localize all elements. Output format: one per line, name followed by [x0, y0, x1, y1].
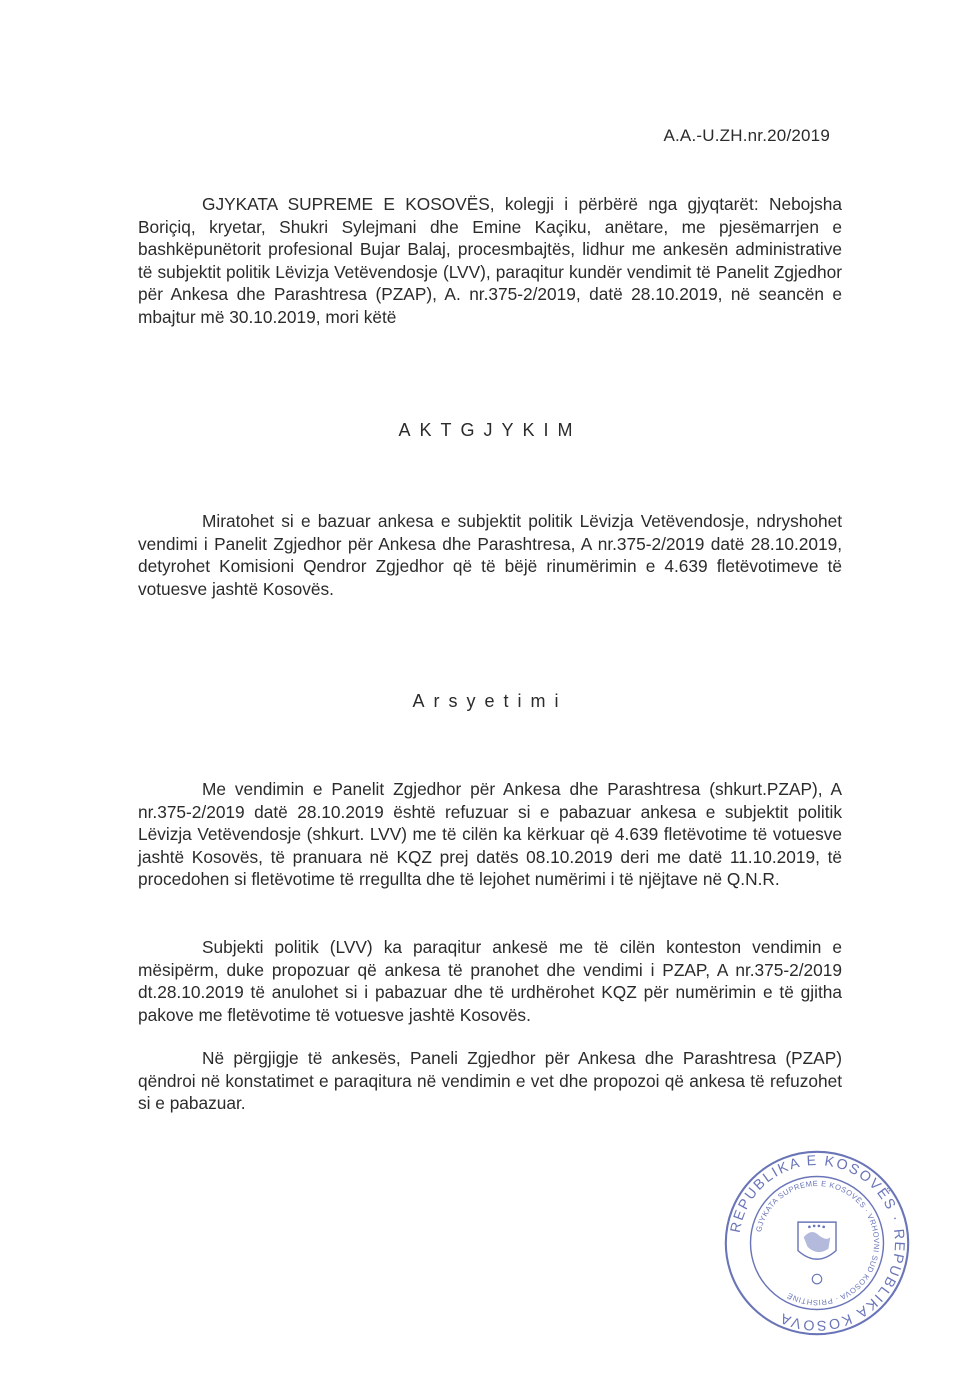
- stamp-inner-text: GJYKATA SUPREME E KOSOVËS · VRHOVNI SUD KOSOVA · PRISHTINË: [754, 1178, 882, 1308]
- case-reference: A.A.-U.ZH.nr.20/2019: [663, 126, 830, 145]
- judgment-heading: AKTGJYKIM: [398, 420, 582, 440]
- stamp-number-mark: [812, 1274, 822, 1284]
- reasoning-paragraph-1: [138, 778, 842, 891]
- reasoning-heading: Arsyetimi: [412, 691, 568, 711]
- reasoning-text-3: Në përgjigje të ankesës, Paneli Zgjedhor për Ankesa dhe Parashtresa (PZAP) qëndroi në konstatimet e paraqitura në vendimin e vet dhe propozoi që ankesa të refuzohet si e pabazuar.: [138, 1048, 842, 1113]
- intro-text: GJYKATA SUPREME E KOSOVËS, kolegji i përbërë nga gjyqtarët: Nebojsha Boriçiq, kryetar, Shukri Sylejmani dhe Emine Kaçiku, anëtare, me pjesëmarrjen e bashkëpunëtorit profesional Bujar Balaj, procesmbajtës, lidhur me ankesën administrative të subjektit politik Lëvizja Vetëvendosje (LVV), paraqitur kundër vendimit të Panelit Zgjedhor për Ankesa dhe Parashtresa (PZAP), A. nr.375-2/2019, datë 28.10.2019, në seancën e mbajtur më 30.10.2019, mori këtë: [138, 194, 842, 327]
- reasoning-paragraph-3: [138, 1047, 842, 1115]
- reasoning-text-2: Subjekti politik (LVV) ka paraqitur ankesë me të cilën konteston vendimin e mësipërm, duke propozuar që ankesa të pranohet dhe vendimi i PZAP, A nr.375-2/2019 dt.28.10.2019 të anulohet si i pabazuar dhe të urdhërohet KQZ për numërimin e të gjitha pakove me fletëvotime të votuesve jashtë Kosovës.: [138, 937, 842, 1025]
- intro-paragraph: [138, 193, 842, 328]
- reasoning-text-1: Me vendimin e Panelit Zgjedhor për Ankesa dhe Parashtresa (shkurt.PZAP), A nr.375-2/2019 datë 28.10.2019 është refuzuar si e pabazuar ankesa e subjektit politik Lëvizja Vetëvendosje (shkurt. LVV) me të cilën ka kërkuar që 4.639 fletëvotime të votuesve jashtë Kosovës, të pranuara në KQZ prej datës 08.10.2019 deri me datë 11.10.2019, të procedohen si fletëvotime të rregullta dhe të lejohet numërimi i të njëjtave në Q.N.R.: [138, 779, 842, 889]
- coat-of-arms-icon: [798, 1222, 836, 1259]
- stamp-outer-text: REPUBLIKA E KOSOVËS · REPUBLIKA KOSOVA: [727, 1152, 908, 1334]
- judgment-text: Miratohet si e bazuar ankesa e subjektit politik Lëvizja Vetëvendosje, ndryshohet vendimi i Panelit Zgjedhor për Ankesa dhe Parashtresa, A nr.375-2/2019 datë 28.10.2019, detyrohet Komisioni Qendror Zgjedhor që të bëjë rinumërimin e 4.639 fletëvotimeve të votuesve jashtë Kosovës.: [138, 511, 842, 599]
- reasoning-paragraph-2: [138, 936, 842, 1026]
- court-stamp: [722, 1148, 912, 1338]
- judgment-paragraph: [138, 510, 842, 600]
